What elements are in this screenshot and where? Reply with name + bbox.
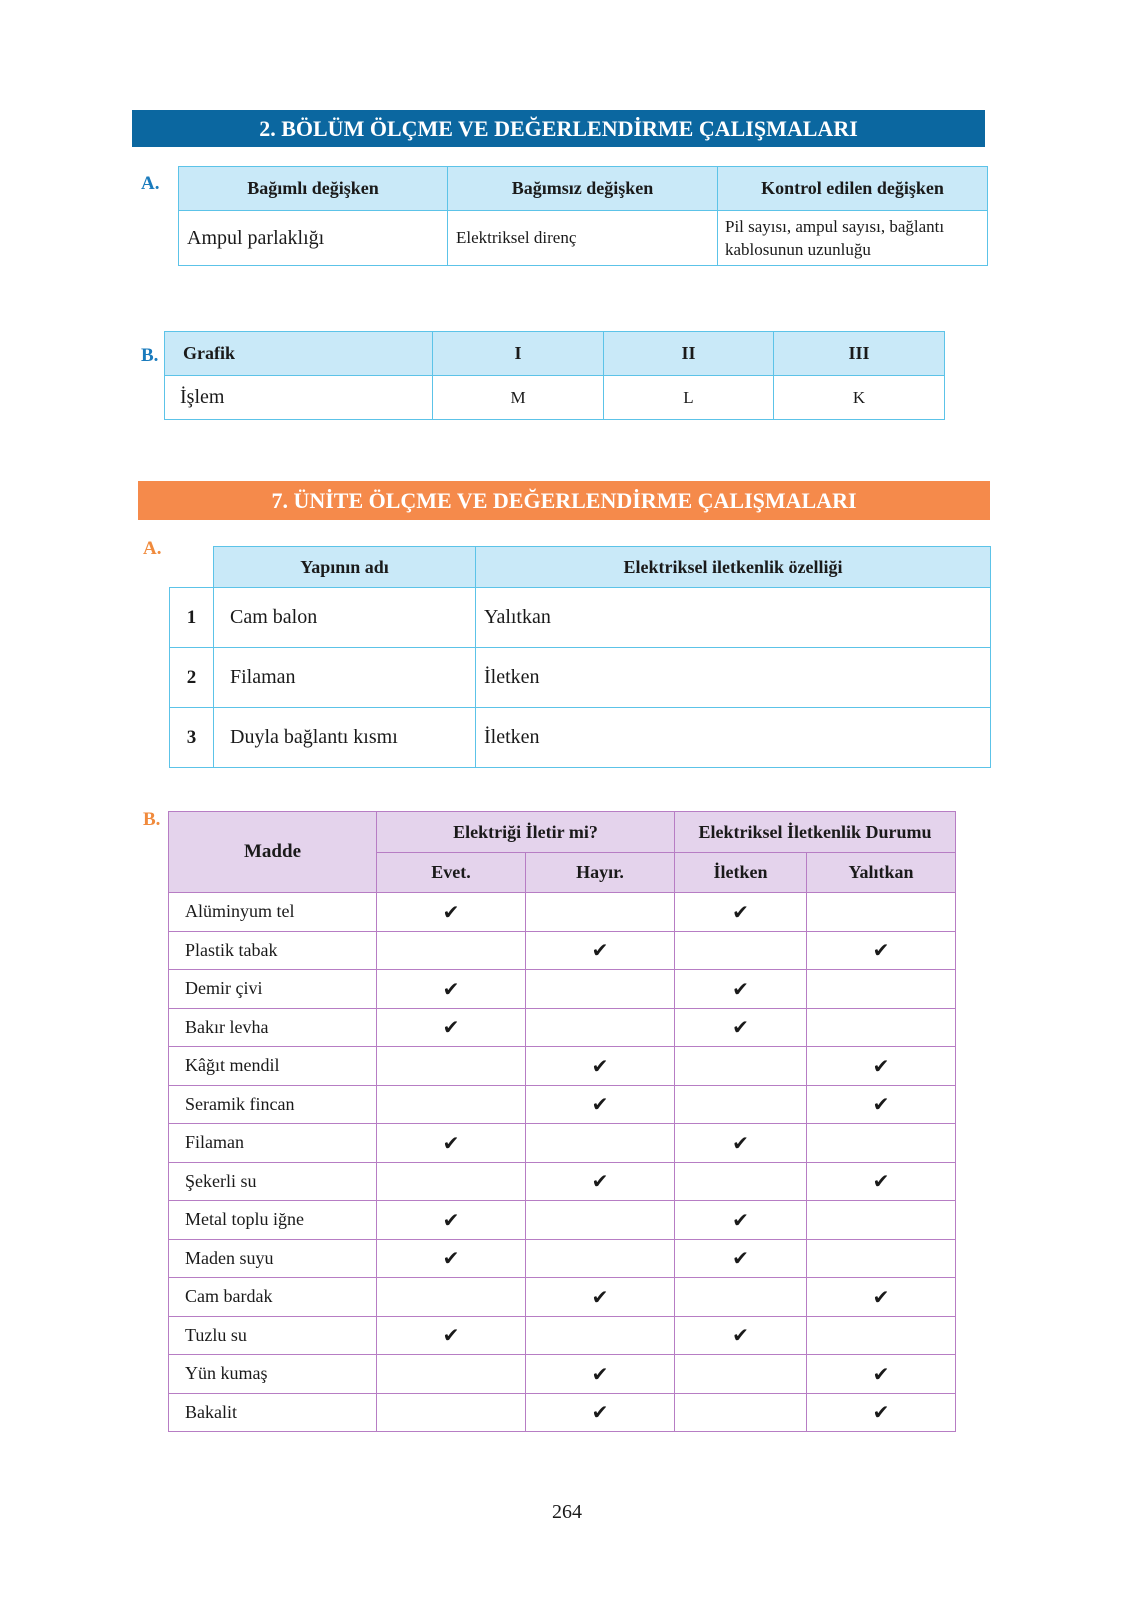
check-iletken-cell: [675, 893, 807, 932]
check-iletken-cell: [675, 1316, 807, 1355]
check-hayir-cell: [526, 1124, 675, 1163]
subheader-yalitkan: Yalıtkan: [807, 853, 956, 893]
check-yalitkan-cell: [807, 1124, 956, 1163]
material-name: Seramik fincan: [169, 1085, 377, 1124]
check-evet-cell: [377, 1047, 526, 1086]
checkmark-icon: ✔: [872, 1361, 890, 1386]
check-hayir-cell: [526, 1355, 675, 1394]
material-name: Tuzlu su: [169, 1316, 377, 1355]
check-hayir-cell: [526, 1316, 675, 1355]
header-conducts-group: Elektriği İletir mi?: [377, 812, 675, 853]
check-hayir-cell: [526, 1008, 675, 1047]
check-yalitkan-cell: [807, 1008, 956, 1047]
check-yalitkan-cell: [807, 1239, 956, 1278]
check-yalitkan-cell: [807, 1047, 956, 1086]
cell-dependent-value: Ampul parlaklığı: [179, 211, 448, 266]
checkmark-icon: ✔: [872, 938, 890, 963]
material-name: Cam bardak: [169, 1278, 377, 1317]
checkmark-icon: ✔: [872, 1284, 890, 1309]
checkmark-icon: ✔: [591, 1400, 609, 1425]
check-iletken-cell: [675, 1278, 807, 1317]
checkmark-icon: ✔: [872, 1169, 890, 1194]
page-number: 264: [552, 1501, 582, 1523]
material-name: Yün kumaş: [169, 1355, 377, 1394]
check-evet-cell: [377, 1239, 526, 1278]
structure-conductivity-table: [169, 546, 991, 768]
section2-b-label: B.: [143, 809, 161, 830]
check-evet-cell: [377, 1124, 526, 1163]
check-yalitkan-cell: [807, 1201, 956, 1240]
graph-process-table: [164, 331, 945, 420]
check-iletken-cell: [675, 931, 807, 970]
checkmark-icon: ✔: [442, 1207, 460, 1232]
check-yalitkan-cell: [807, 1278, 956, 1317]
structure-name: Duyla bağlantı kısmı: [214, 708, 476, 768]
check-yalitkan-cell: [807, 931, 956, 970]
structure-name: Cam balon: [214, 588, 476, 648]
checkmark-icon: ✔: [732, 1246, 749, 1271]
table-row: [170, 648, 991, 708]
check-iletken-cell: [675, 970, 807, 1009]
material-name: Metal toplu iğne: [169, 1201, 377, 1240]
table-row: [169, 1239, 956, 1278]
checkmark-icon: ✔: [591, 938, 609, 963]
check-yalitkan-cell: [807, 1162, 956, 1201]
empty-corner: [170, 547, 214, 588]
table-row: [169, 1201, 956, 1240]
checkmark-icon: ✔: [442, 1323, 460, 1348]
section1-b-label: B.: [141, 345, 159, 366]
cell-process-1: M: [433, 376, 604, 420]
table-row: [169, 1355, 956, 1394]
checkmark-icon: ✔: [872, 1092, 890, 1117]
check-iletken-cell: [675, 1355, 807, 1394]
check-iletken-cell: [675, 1047, 807, 1086]
check-iletken-cell: [675, 1008, 807, 1047]
header-madde: Madde: [169, 812, 377, 893]
check-evet-cell: [377, 893, 526, 932]
section1-a-label: A.: [141, 173, 160, 194]
check-iletken-cell: [675, 1162, 807, 1201]
material-name: Maden suyu: [169, 1239, 377, 1278]
structure-property: Yalıtkan: [476, 588, 991, 648]
table-row: [169, 1047, 956, 1086]
materials-table: [168, 811, 956, 1432]
table-row: [169, 1278, 956, 1317]
check-iletken-cell: [675, 1393, 807, 1432]
material-name: Plastik tabak: [169, 931, 377, 970]
header-dependent-variable: Bağımlı değişken: [179, 167, 448, 211]
check-yalitkan-cell: [807, 1393, 956, 1432]
table-row: [169, 1393, 956, 1432]
check-yalitkan-cell: [807, 893, 956, 932]
checkmark-icon: ✔: [732, 1015, 749, 1040]
checkmark-icon: ✔: [591, 1053, 609, 1078]
cell-controlled-value: Pil sayısı, ampul sayısı, bağlantı kablosunun uzunluğu: [718, 211, 988, 266]
check-hayir-cell: [526, 1239, 675, 1278]
checkmark-icon: ✔: [442, 1246, 460, 1271]
structure-property: İletken: [476, 648, 991, 708]
check-hayir-cell: [526, 893, 675, 932]
variables-table: [178, 166, 988, 266]
checkmark-icon: ✔: [872, 1053, 890, 1078]
checkmark-icon: ✔: [732, 899, 749, 924]
cell-process-3: K: [774, 376, 945, 420]
table-row: [169, 893, 956, 932]
check-evet-cell: [377, 1278, 526, 1317]
check-evet-cell: [377, 931, 526, 970]
header-controlled-variable: Kontrol edilen değişken: [718, 167, 988, 211]
header-graph-2: II: [604, 332, 774, 376]
check-evet-cell: [377, 1162, 526, 1201]
checkmark-icon: ✔: [732, 1323, 749, 1348]
table-row: [169, 1008, 956, 1047]
cell-islem: İşlem: [165, 376, 433, 420]
cell-process-2: L: [604, 376, 774, 420]
check-hayir-cell: [526, 1047, 675, 1086]
row-number: 3: [170, 708, 214, 768]
table-row: [170, 588, 991, 648]
checkmark-icon: ✔: [442, 1015, 460, 1040]
check-hayir-cell: [526, 1201, 675, 1240]
section-banner-2-bolum: 2. BÖLÜM ÖLÇME VE DEĞERLENDİRME ÇALIŞMALARI: [132, 110, 985, 147]
check-hayir-cell: [526, 1393, 675, 1432]
material-name: Şekerli su: [169, 1162, 377, 1201]
checkmark-icon: ✔: [442, 899, 460, 924]
check-yalitkan-cell: [807, 1316, 956, 1355]
check-evet-cell: [377, 970, 526, 1009]
check-hayir-cell: [526, 1085, 675, 1124]
checkmark-icon: ✔: [732, 976, 749, 1001]
checkmark-icon: ✔: [591, 1361, 609, 1386]
check-hayir-cell: [526, 931, 675, 970]
check-iletken-cell: [675, 1239, 807, 1278]
check-evet-cell: [377, 1085, 526, 1124]
checkmark-icon: ✔: [442, 976, 460, 1001]
material-name: Alüminyum tel: [169, 893, 377, 932]
checkmark-icon: ✔: [732, 1130, 749, 1155]
header-graph-3: III: [774, 332, 945, 376]
checkmark-icon: ✔: [872, 1400, 890, 1425]
checkmark-icon: ✔: [591, 1284, 609, 1309]
check-hayir-cell: [526, 970, 675, 1009]
check-evet-cell: [377, 1008, 526, 1047]
check-hayir-cell: [526, 1278, 675, 1317]
check-iletken-cell: [675, 1124, 807, 1163]
table-row: [169, 1162, 956, 1201]
check-iletken-cell: [675, 1201, 807, 1240]
table-row: [170, 708, 991, 768]
table-row: [169, 1085, 956, 1124]
material-name: Filaman: [169, 1124, 377, 1163]
header-structure-name: Yapının adı: [214, 547, 476, 588]
header-conductivity-property: Elektriksel iletkenlik özelliği: [476, 547, 991, 588]
checkmark-icon: ✔: [732, 1207, 749, 1232]
header-grafik: Grafik: [165, 332, 433, 376]
check-evet-cell: [377, 1201, 526, 1240]
table-row: [169, 1316, 956, 1355]
check-iletken-cell: [675, 1085, 807, 1124]
table-row: [169, 931, 956, 970]
subheader-hayir: Hayır.: [526, 853, 675, 893]
checkmark-icon: ✔: [442, 1130, 460, 1155]
check-hayir-cell: [526, 1162, 675, 1201]
subheader-iletken: İletken: [675, 853, 807, 893]
subheader-evet: Evet.: [377, 853, 526, 893]
check-yalitkan-cell: [807, 1355, 956, 1394]
header-independent-variable: Bağımsız değişken: [448, 167, 718, 211]
cell-independent-value: Elektriksel direnç: [448, 211, 718, 266]
checkmark-icon: ✔: [591, 1169, 609, 1194]
check-evet-cell: [377, 1355, 526, 1394]
row-number: 2: [170, 648, 214, 708]
table-row: [169, 970, 956, 1009]
check-yalitkan-cell: [807, 970, 956, 1009]
checkmark-icon: ✔: [591, 1092, 609, 1117]
section2-a-label: A.: [143, 538, 162, 559]
section-banner-7-unite: 7. ÜNİTE ÖLÇME VE DEĞERLENDİRME ÇALIŞMALARI: [138, 481, 990, 520]
material-name: Bakır levha: [169, 1008, 377, 1047]
material-name: Bakalit: [169, 1393, 377, 1432]
structure-name: Filaman: [214, 648, 476, 708]
header-conductivity-group: Elektriksel İletkenlik Durumu: [675, 812, 956, 853]
row-number: 1: [170, 588, 214, 648]
structure-property: İletken: [476, 708, 991, 768]
header-graph-1: I: [433, 332, 604, 376]
material-name: Demir çivi: [169, 970, 377, 1009]
check-yalitkan-cell: [807, 1085, 956, 1124]
check-evet-cell: [377, 1316, 526, 1355]
table-row: [169, 1124, 956, 1163]
check-evet-cell: [377, 1393, 526, 1432]
material-name: Kâğıt mendil: [169, 1047, 377, 1086]
